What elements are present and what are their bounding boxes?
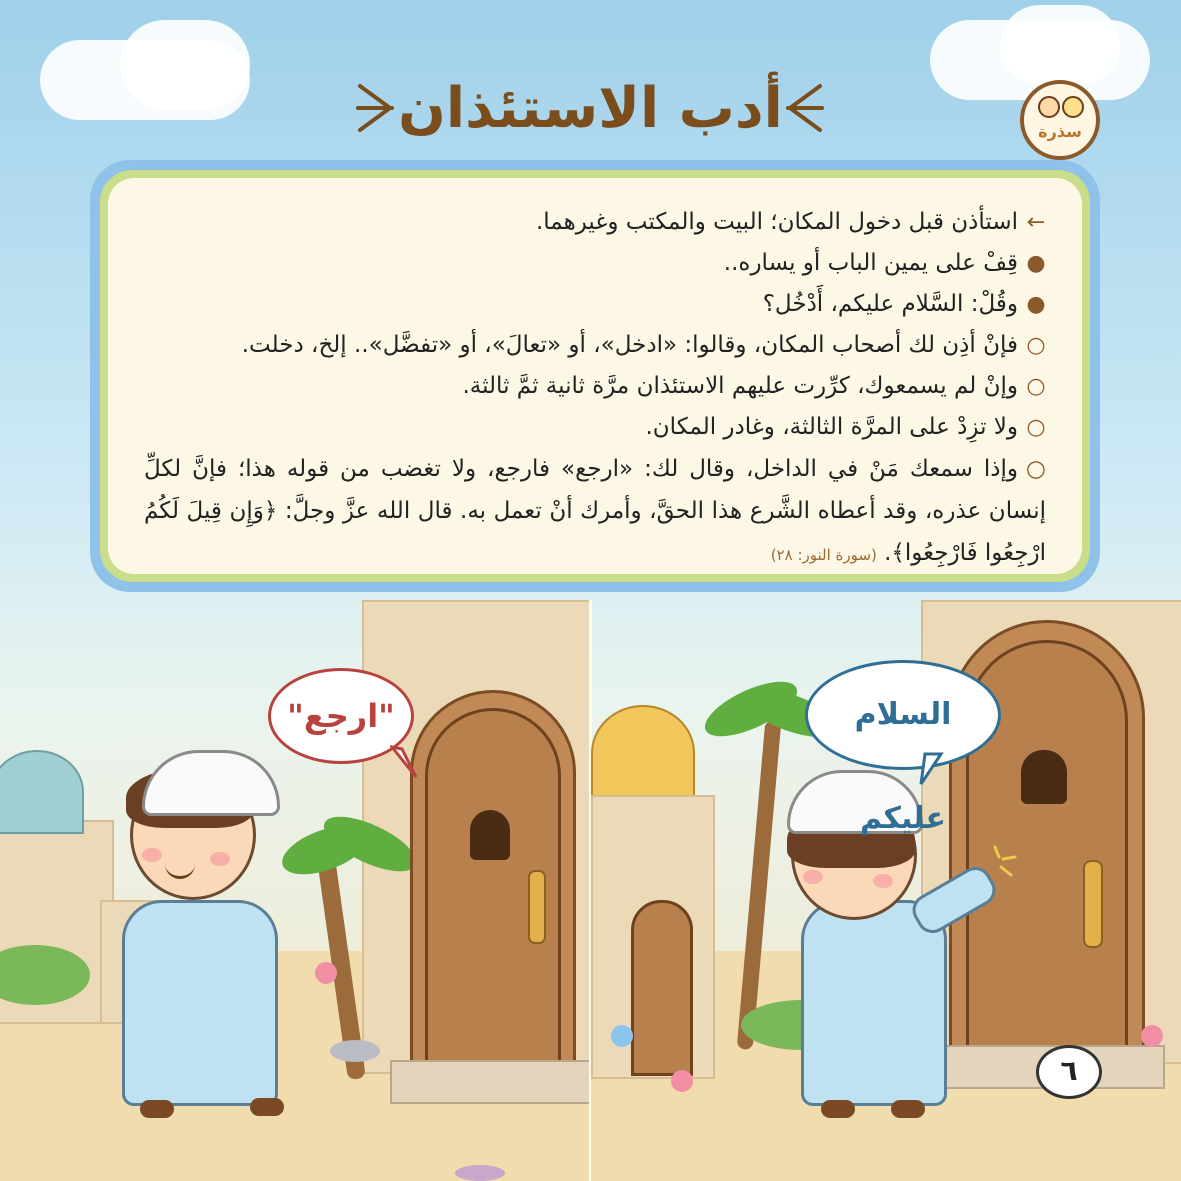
right-illustration bbox=[591, 600, 1181, 1181]
background-dome bbox=[0, 750, 84, 834]
panel-line bbox=[144, 407, 1046, 448]
speech-bubble-left-tail bbox=[390, 745, 420, 779]
door-window-icon bbox=[470, 810, 510, 860]
flower-icon bbox=[315, 962, 337, 984]
hollow-bullet-icon: ○ bbox=[1026, 333, 1046, 358]
speech-bubble-right-text: السلام عليكم bbox=[854, 697, 952, 836]
cheek bbox=[803, 870, 823, 884]
panel-line bbox=[144, 325, 1046, 366]
panel-line-text: قِفْ على يمين الباب أو يساره.. bbox=[723, 250, 1018, 276]
shoe bbox=[891, 1100, 925, 1118]
mosque-dome bbox=[591, 705, 695, 801]
walking-boy-robe bbox=[122, 900, 278, 1106]
text-panel-border bbox=[100, 170, 1090, 582]
cheek bbox=[210, 852, 230, 866]
door-handle-icon[interactable] bbox=[528, 870, 546, 944]
knock-lines-icon bbox=[989, 845, 1019, 879]
panel-line bbox=[144, 284, 1046, 325]
panel-line-text: ولا تزِدْ على المرَّة الثالثة، وغادر المكان. bbox=[645, 414, 1018, 440]
speech-bubble-right bbox=[805, 660, 1001, 836]
panel-line-text: استأذن قبل دخول المكان؛ البيت والمكتب وغيرهما. bbox=[535, 209, 1018, 235]
mosque-door bbox=[631, 900, 693, 1076]
text-panel-card bbox=[108, 178, 1082, 574]
cheek bbox=[873, 874, 893, 888]
speech-bubble-left-text: "ارجع" bbox=[287, 697, 395, 735]
shoe bbox=[821, 1100, 855, 1118]
door-window-icon bbox=[1021, 750, 1067, 804]
hollow-bullet-icon: ○ bbox=[1026, 415, 1046, 440]
walking-boy-cap bbox=[142, 750, 280, 816]
filled-bullet-icon: ● bbox=[1026, 292, 1046, 317]
cheek bbox=[142, 848, 162, 862]
speech-bubble-right-tail bbox=[917, 752, 947, 786]
door-handle-icon[interactable] bbox=[1083, 860, 1103, 948]
brand-logo bbox=[1020, 80, 1100, 160]
flower-icon bbox=[611, 1025, 633, 1047]
flower-icon bbox=[671, 1070, 693, 1092]
paragraph-text: وإذا سمعك مَنْ في الداخل، وقال لك: «ارجع» فارجع، ولا تغضب من قوله هذا؛ فإنَّ لكلِّ إنسان عذره، وقد أعطاه الشَّرع هذا الحقَّ، وأمرك أنْ تعمل به. قال الله عزَّ وجلَّ: bbox=[144, 456, 1047, 524]
panel-line-text: وإنْ لم يسمعوك، كرِّرت عليهم الاستئذان مرَّة ثانية ثمَّ ثالثة. bbox=[462, 373, 1018, 399]
title-row bbox=[0, 70, 1181, 150]
panel-line-text: وقُلْ: السَّلام عليكم، أَدْخُل؟ bbox=[762, 291, 1018, 317]
left-illustration bbox=[0, 600, 590, 1181]
logo-boy-face-icon bbox=[1038, 96, 1060, 118]
filled-bullet-icon: ● bbox=[1026, 251, 1046, 276]
panel-line bbox=[144, 243, 1046, 284]
flower-icon bbox=[1141, 1025, 1163, 1047]
door-step bbox=[390, 1060, 590, 1104]
stone bbox=[330, 1040, 380, 1062]
hollow-bullet-icon: ○ bbox=[1026, 374, 1046, 399]
panel-line bbox=[144, 202, 1046, 243]
title-right-ornament-icon bbox=[782, 78, 828, 138]
text-panel bbox=[90, 160, 1100, 592]
panel-last-paragraph bbox=[144, 448, 1046, 576]
page-number: ٦ bbox=[1036, 1045, 1102, 1099]
quran-quote: ﴿وَإِن قِيلَ لَكُمُ ارْجِعُوا فَارْجِعُوا﴾. bbox=[144, 498, 1046, 566]
hollow-bullet-icon: ○ bbox=[1025, 456, 1046, 482]
stone bbox=[455, 1165, 505, 1181]
arrow-bullet-icon: ← bbox=[1026, 210, 1046, 235]
panel-line bbox=[144, 366, 1046, 407]
quran-reference: (سورة النور: ٢٨) bbox=[770, 546, 877, 564]
page-title: أدب الاستئذان bbox=[398, 76, 783, 141]
logo-text: سذرة bbox=[1038, 122, 1082, 141]
shoe bbox=[250, 1098, 284, 1116]
logo-girl-face-icon bbox=[1062, 96, 1084, 118]
shoe bbox=[140, 1100, 174, 1118]
panel-line-text: فإنْ أذِن لك أصحاب المكان، وقالوا: «ادخل»، أو «تعالَ»، أو «تفضَّل».. إلخ، دخلت. bbox=[241, 332, 1018, 358]
